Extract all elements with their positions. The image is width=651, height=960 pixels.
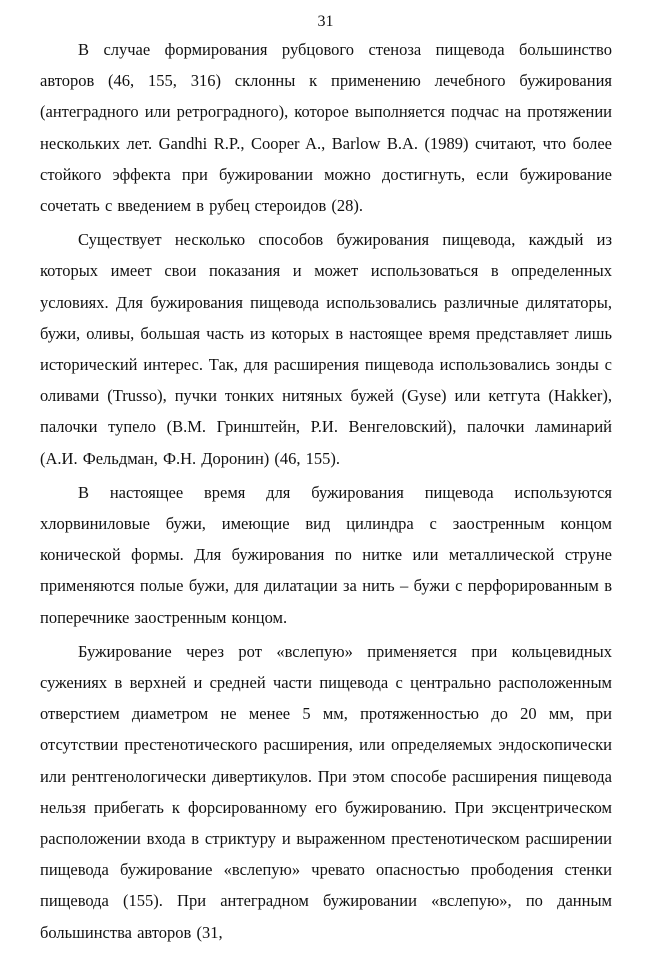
page-number: 31	[317, 13, 334, 30]
paragraph: Бужирование через рот «вслепую» применяется при кольцевидных сужениях в верхней и средней части пищевода с центрально расположенным отверстием диаметром не менее 5 мм, протяженностью до 20 мм, при отсутствии престенотического расширения, или определяемых эндоскопически или рентгенологически дивертикулов. При этом способе расширения пищевода нельзя прибегать к форсированному его бужированию. При эксцентрическом расположении входа в стриктуру и выраженном престенотическом расширении пищевода бужирование «вслепую» чревато опасностью прободения стенки пищевода (155). При антеградном бужировании «вслепую», по данным большинства авторов (31,	[40, 641, 612, 942]
document-body	[40, 34, 612, 948]
paragraph: Существует несколько способов бужирования пищевода, каждый из которых имеет свои показания и может использоваться в определенных условиях. Для бужирования пищевода использовались различные дилятаторы, бужи, оливы, большая часть из которых в настоящее время представляет лишь исторический интерес. Так, для расширения пищевода использовались зонды с оливами (Trusso), пучки тонких нитяных бужей (Gyse) или кетгута (Hakker), палочки тупело (В.М. Гринштейн, Р.И. Венгеловский), палочки ламинарий (А.И. Фельдман, Ф.Н. Доронин) (46, 155).	[40, 230, 612, 468]
paragraph: В настоящее время для бужирования пищевода используются хлорвиниловые бужи, имеющие вид цилиндра с заостренным концом конической формы. Для бужирования по нитке или металлической струне применяются полые бужи, для дилатации за нить – бужи с перфорированным в поперечнике заостренным концом.	[40, 482, 612, 627]
paragraph: В случае формирования рубцового стеноза пищевода большинство авторов (46, 155, 316) склонны к применению лечебного бужирования (антеградного или ретроградного), которое выполняется подчас на протяжении нескольких лет. Gandhi R.P., Cooper A., Barlow B.A. (1989) считают, что более стойкого эффекта при бужировании можно достигнуть, если бужирование сочетать с введением в рубец стероидов (28).	[40, 40, 612, 216]
